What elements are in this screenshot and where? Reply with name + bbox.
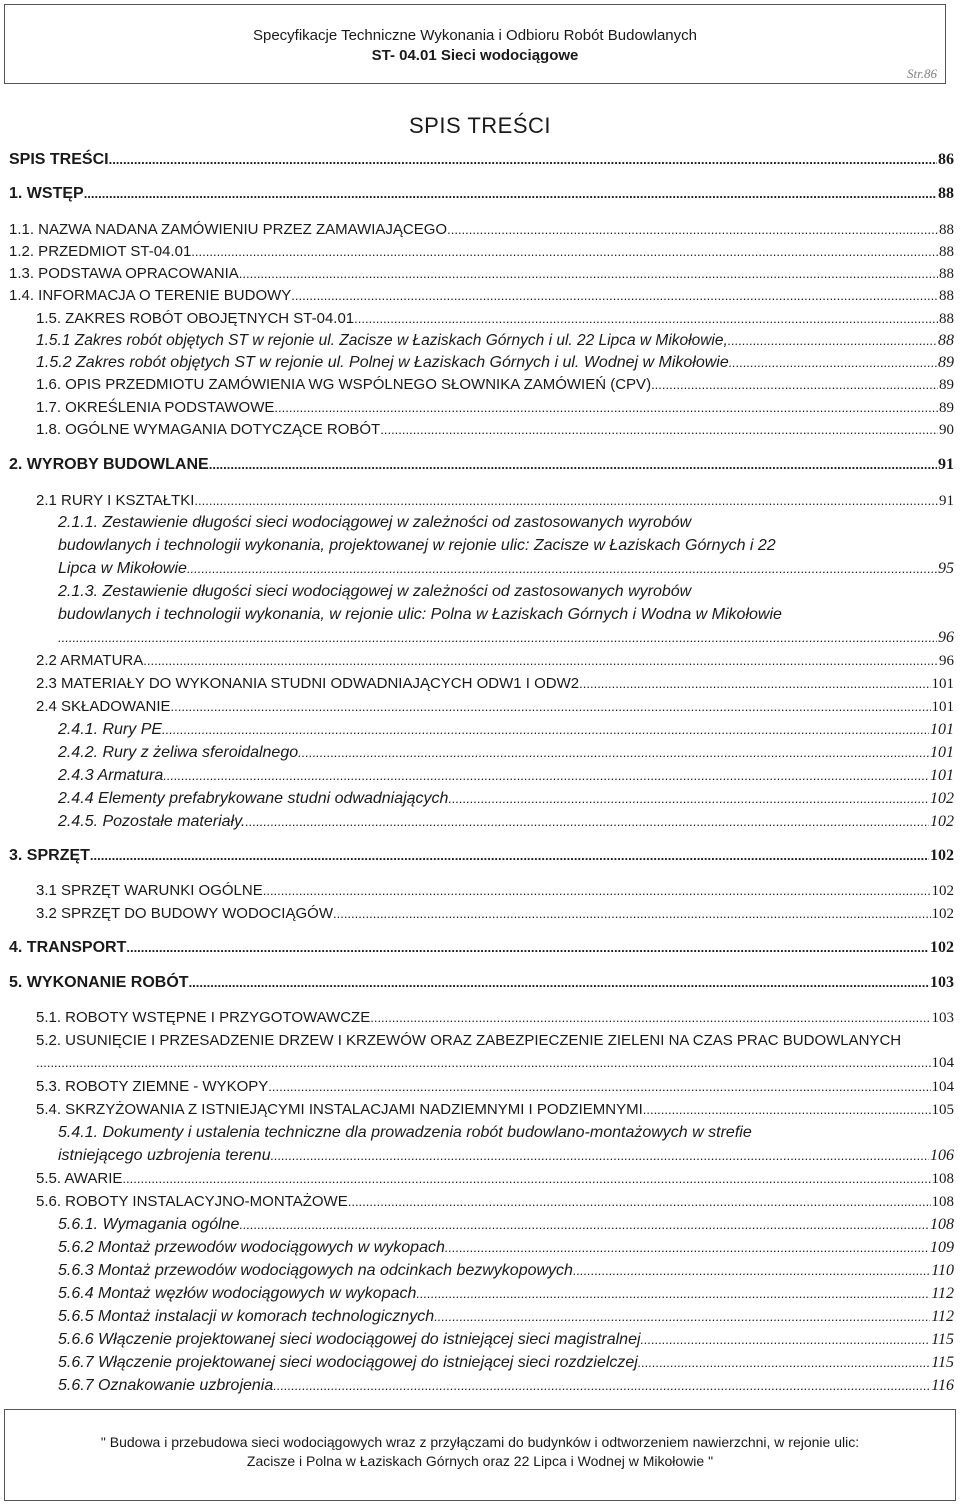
toc-leader (643, 1103, 931, 1117)
toc-entry[interactable] (58, 1263, 954, 1280)
toc-entry-text: 1.4. INFORMACJA O TERENIE BUDOWY (9, 287, 292, 304)
toc-entry-line[interactable]: budowlanych i technologii wykonania, w rejonie ulic: Polna w Łaziskach Górnych i Wodna w Mikołowie (58, 606, 782, 623)
toc-entry[interactable] (36, 1171, 954, 1188)
toc-entry[interactable] (58, 1309, 954, 1326)
toc-entry-text: 2.2 ARMATURA (36, 652, 144, 669)
toc-entry[interactable] (36, 1056, 954, 1072)
toc-leader (729, 356, 937, 370)
toc-entry-text: 1.6. OPIS PRZEDMIOTU ZAMÓWIENIA WG WSPÓLNEGO SŁOWNIKA ZAMÓWIEŃ (CPV) (36, 376, 652, 393)
toc-entry-page: 104 (931, 1055, 954, 1071)
toc-entry[interactable] (36, 400, 954, 417)
toc-entry-page: 91 (939, 493, 954, 509)
toc-entry[interactable] (36, 422, 954, 439)
toc-entry-text: 5.1. ROBOTY WSTĘPNE I PRZYGOTOWAWCZE (36, 1009, 371, 1026)
page-footer (4, 1409, 956, 1501)
toc-entry-text: 1.2. PRZEDMIOT ST-04.01 (9, 243, 192, 260)
toc-entry-text: 5.6.4 Montaż węzłów wodociągowych w wykopach (58, 1285, 417, 1302)
toc-entry-text: 3.1 SPRZĘT WARUNKI OGÓLNE (36, 882, 263, 899)
toc-entry[interactable] (9, 152, 954, 169)
toc-leader (162, 723, 929, 737)
toc-leader (189, 976, 929, 990)
toc-leader (263, 884, 931, 898)
toc-entry-text: 5.6.2 Montaż przewodów wodociągowych w wykopach (58, 1239, 445, 1256)
toc-leader (194, 494, 938, 508)
toc-leader (579, 677, 930, 691)
toc-leader (109, 153, 937, 167)
toc-entry-page: 88 (939, 311, 954, 327)
toc-entry-page: 89 (939, 377, 954, 393)
toc-entry-text: SPIS TREŚCI (9, 151, 109, 168)
toc-entry-text: 1.8. OGÓLNE WYMAGANIA DOTYCZĄCE ROBÓT (36, 421, 381, 438)
toc-entry[interactable] (36, 355, 954, 372)
toc-entry[interactable] (9, 457, 954, 474)
toc-entry-text: 3.2 SPRZĘT DO BUDOWY WODOCIĄGÓW (36, 905, 333, 922)
toc-entry[interactable] (36, 493, 954, 510)
toc-entry[interactable] (9, 266, 954, 283)
toc-entry-page: 116 (931, 1377, 954, 1394)
toc-entry[interactable] (36, 1194, 954, 1211)
toc-entry-text: 2.4.2. Rury z żeliwa sferoidalnego (58, 744, 299, 761)
toc-entry-page: 88 (938, 185, 954, 202)
toc-entry[interactable] (9, 222, 954, 239)
toc-entry[interactable] (36, 676, 954, 693)
toc-entry-page: 102 (930, 790, 954, 807)
toc-entry-page: 88 (939, 244, 954, 260)
toc-entry-page: 96 (938, 629, 954, 646)
toc-entry-text: 3. SPRZĘT (9, 847, 90, 864)
toc-leader (291, 289, 938, 303)
toc-entry-text: 2.3 MATERIAŁY DO WYKONANIA STUDNI ODWADNIAJĄCYCH ODW1 I ODW2 (36, 675, 580, 692)
toc-entry-text: 2.4.1. Rury PE (58, 721, 163, 738)
toc-leader (434, 1310, 930, 1324)
toc-heading: SPIS TREŚCI (408, 113, 552, 138)
toc-entry-text: 2. WYROBY BUDOWLANE (9, 456, 209, 473)
toc-entry[interactable] (58, 1217, 954, 1234)
toc-entry-page: 115 (931, 1354, 954, 1371)
toc-entry-text: istniejącego uzbrojenia terenu (58, 1147, 271, 1164)
toc-entry[interactable] (58, 630, 954, 647)
toc-leader (445, 1241, 929, 1255)
toc-entry[interactable] (58, 1240, 954, 1257)
toc-leader (90, 849, 929, 863)
toc-entry-text: 2.4.4 Elementy prefabrykowane studni odwadniających (58, 790, 449, 807)
toc-leader (348, 1195, 931, 1209)
toc-entry-page: 108 (931, 1171, 954, 1187)
toc-entry-line[interactable]: 5.2. USUNIĘCIE I PRZESADZENIE DRZEW I KRZEWÓW ORAZ ZABEZPIECZENIE ZIELENI NA CZAS PRAC BUDOWLANYCH (36, 1032, 902, 1049)
toc-leader (187, 562, 937, 576)
toc-leader (126, 941, 929, 955)
toc-entry[interactable] (58, 814, 954, 831)
toc-leader (209, 458, 937, 472)
toc-entry-page: 88 (938, 332, 954, 349)
toc-entry[interactable] (58, 1378, 954, 1395)
header-document-title: Specyfikacje Techniczne Wykonania i Odbioru Robót Budowlanych (252, 27, 697, 44)
toc-leader (651, 378, 938, 392)
toc-leader (171, 700, 931, 714)
page-header (4, 4, 946, 84)
toc-entry[interactable] (36, 1010, 954, 1027)
toc-entry-page: 115 (931, 1331, 954, 1348)
toc-leader (58, 631, 937, 645)
toc-entry-text: 5. WYKONANIE ROBÓT (9, 974, 189, 991)
toc-entry-page: 102 (931, 906, 954, 922)
toc-entry[interactable] (36, 377, 954, 394)
toc-leader (380, 423, 938, 437)
toc-entry-page: 102 (931, 883, 954, 899)
toc-entry-text: 2.1 RURY I KSZTAŁTKI (36, 492, 195, 509)
toc-entry-page: 101 (931, 676, 954, 692)
toc-entry-text: 5.5. AWARIE (36, 1170, 123, 1187)
header-page-number: Str.86 (907, 66, 937, 81)
toc-entry[interactable] (36, 906, 954, 923)
toc-entry[interactable] (36, 653, 954, 670)
toc-entry-text: 1.3. PODSTAWA OPRACOWANIA (9, 265, 239, 282)
toc-leader (333, 907, 931, 921)
toc-entry[interactable] (36, 883, 954, 900)
toc-entry[interactable] (36, 311, 954, 328)
toc-leader (122, 1172, 930, 1186)
toc-entry[interactable] (58, 1148, 954, 1165)
toc-entry-page: 88 (939, 222, 954, 238)
toc-entry-text: 1.1. NAZWA NADANA ZAMÓWIENIU PRZEZ ZAMAWIAJĄCEGO (9, 221, 448, 238)
toc-entry-page: 88 (939, 288, 954, 304)
toc-leader (268, 1080, 930, 1094)
toc-entry-page: 102 (930, 847, 954, 864)
toc-entry-text: 2.4.5. Pozostałe materiały. (58, 813, 246, 830)
toc-entry[interactable] (58, 1286, 954, 1303)
toc-entry-page: 108 (931, 1194, 954, 1210)
toc-entry[interactable] (58, 561, 954, 578)
toc-entry-text: 1.7. OKREŚLENIA PODSTAWOWE (36, 399, 275, 416)
toc-entry-page: 109 (930, 1239, 954, 1256)
toc-leader (36, 1056, 931, 1070)
toc-entry-text: 2.4.3 Armatura (58, 767, 164, 784)
toc-leader (573, 1264, 930, 1278)
toc-entry-text: 1.5. ZAKRES ROBÓT OBOJĘTNYCH ST-04.01 (36, 310, 355, 327)
toc-leader (191, 245, 938, 259)
toc-entry-text: 5.6.5 Montaż instalacji w komorach technologicznych (58, 1308, 435, 1325)
toc-leader (416, 1287, 930, 1301)
toc-entry-page: 96 (939, 653, 954, 669)
toc-entry-page: 103 (931, 1010, 954, 1026)
toc-entry-text: 5.6.7 Oznakowanie uzbrojenia (58, 1377, 274, 1394)
toc-entry-page: 86 (938, 151, 954, 168)
toc-entry-page: 101 (931, 699, 954, 715)
toc-entry-page: 110 (931, 1262, 954, 1279)
toc-entry-text: 1.5.1 Zakres robót objętych ST w rejonie ul. Zacisze w Łaziskach Górnych i ul. 22 Lipca w Mikołowie, (36, 332, 728, 349)
toc-entry-page: 112 (931, 1308, 954, 1325)
toc-entry-text: 5.6.7 Włączenie projektowanej sieci wodociągowej do istniejącej sieci rozdzielczej (58, 1354, 638, 1371)
toc-entry-page: 95 (938, 560, 954, 577)
toc-entry-text: 5.6. ROBOTY INSTALACYJNO-MONTAŻOWE (36, 1193, 348, 1210)
toc-entry[interactable] (9, 288, 954, 305)
toc-entry-text: 5.6.1. Wymagania ogólne (58, 1216, 240, 1233)
toc-entry[interactable] (58, 768, 954, 785)
toc-leader (298, 746, 929, 760)
toc-entry-page: 112 (931, 1285, 954, 1302)
toc-entry-line[interactable]: 5.4.1. Dokumenty i ustalenia techniczne dla prowadzenia robót budowlano-montażowych w strefie (58, 1124, 752, 1141)
toc-entry-page: 101 (930, 744, 954, 761)
toc-entry-page: 101 (930, 721, 954, 738)
toc-entry-page: 104 (931, 1079, 954, 1095)
toc-entry[interactable] (36, 1079, 954, 1096)
toc-entry-text: 5.6.6 Włączenie projektowanej sieci wodociągowej do istniejącej sieci magistralnej (58, 1331, 641, 1348)
toc-entry-page: 106 (930, 1147, 954, 1164)
toc-entry[interactable] (9, 848, 954, 865)
toc-entry[interactable] (58, 1332, 954, 1349)
toc-leader (638, 1356, 930, 1370)
toc-leader (239, 267, 938, 281)
toc-entry[interactable] (9, 975, 954, 992)
toc-leader (239, 1218, 929, 1232)
toc-entry-text: 5.3. ROBOTY ZIEMNE - WYKOPY (36, 1078, 269, 1095)
toc-entry-text: 1. WSTĘP (9, 185, 84, 202)
toc-entry[interactable] (36, 699, 954, 716)
toc-entry-page: 101 (930, 767, 954, 784)
toc-entry-text: Lipca w Mikołowie (58, 560, 187, 577)
toc-entry-text: 5.4. SKRZYŻOWANIA Z ISTNIEJĄCYMI INSTALACJAMI NADZIEMNYMI I PODZIEMNYMI (36, 1101, 643, 1118)
toc-entry-text: 2.4 SKŁADOWANIE (36, 698, 171, 715)
toc-entry[interactable] (58, 1355, 954, 1372)
toc-entry-page: 91 (938, 456, 954, 473)
toc-entry[interactable] (58, 722, 954, 739)
toc-entry-page: 102 (930, 939, 954, 956)
toc-entry[interactable] (36, 333, 954, 350)
toc-entry[interactable] (58, 745, 954, 762)
toc-leader (245, 815, 929, 829)
toc-leader (354, 312, 938, 326)
toc-leader (84, 187, 937, 201)
toc-entry[interactable] (58, 791, 954, 808)
toc-entry[interactable] (9, 186, 954, 203)
toc-entry[interactable] (36, 1102, 954, 1119)
toc-entry-line[interactable]: 2.1.1. Zestawienie długości sieci wodociągowej w zależności od zastosowanych wyrobów (58, 514, 692, 531)
toc-leader (143, 654, 938, 668)
toc-entry-page: 88 (939, 266, 954, 282)
toc-leader (271, 1149, 929, 1163)
toc-entry-page: 108 (930, 1216, 954, 1233)
toc-leader (370, 1011, 930, 1025)
toc-entry-page: 105 (931, 1102, 954, 1118)
toc-entry-line[interactable]: 2.1.3. Zestawienie długości sieci wodociągowej w zależności od zastosowanych wyrobów (58, 583, 692, 600)
footer-project-title: " Budowa i przebudowa sieci wodociągowych wraz z przyłączami do budynków i odtworzeniem nawierzchni, w rejonie ulic: (100, 1434, 860, 1450)
toc-entry-page: 102 (930, 813, 954, 830)
toc-entry[interactable] (9, 244, 954, 261)
toc-entry-page: 89 (938, 354, 954, 371)
toc-entry-page: 90 (939, 422, 954, 438)
toc-entry-text: 5.6.3 Montaż przewodów wodociągowych na odcinkach bezwykopowych (58, 1262, 573, 1279)
toc-leader (728, 334, 937, 348)
toc-entry-line[interactable]: budowlanych i technologii wykonania, projektowanej w rejonie ulic: Zacisze w Łaziskach Górnych i 22 (58, 537, 776, 554)
toc-entry-page: 89 (939, 400, 954, 416)
toc-entry-text: 1.5.2 Zakres robót objętych ST w rejonie ul. Polnej w Łaziskach Górnych i ul. Wodnej w Mikołowie (36, 354, 729, 371)
toc-entry-page: 103 (930, 974, 954, 991)
toc-entry-text: 4. TRANSPORT (9, 939, 127, 956)
toc-leader (447, 223, 938, 237)
toc-leader (641, 1333, 931, 1347)
toc-leader (274, 401, 938, 415)
toc-leader (273, 1379, 930, 1393)
toc-entry[interactable] (9, 940, 954, 957)
footer-project-location: Zacisze i Polna w Łaziskach Górnych oraz 22 Lipca i Wodnej w Mikołowie " (246, 1453, 714, 1469)
header-section-title: ST- 04.01 Sieci wodociągowe (371, 47, 579, 64)
toc-leader (163, 769, 929, 783)
toc-leader (448, 792, 929, 806)
